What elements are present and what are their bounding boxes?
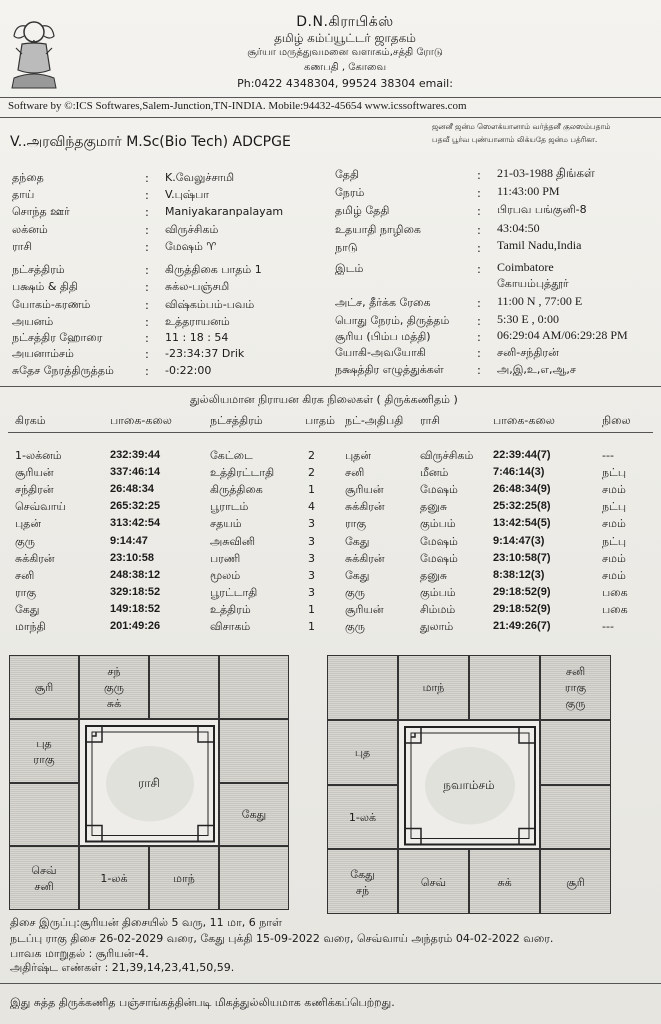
table-cell: 8:38:12(3) [493, 568, 545, 581]
planet-abbrev: ராகு [33, 752, 55, 766]
address-line-2: கணபதி , கோவை [303, 62, 387, 73]
detail-value: V.புஷ்பா [165, 188, 210, 201]
colon: : [145, 331, 149, 345]
rasi-chart [9, 655, 289, 910]
detail-value: 43:04:50 [497, 221, 540, 235]
table-cell: சிம்மம் [420, 602, 456, 616]
colon: : [477, 223, 481, 237]
ganesha-logo-icon [8, 14, 60, 94]
colon: : [145, 223, 149, 237]
planet-abbrev: சூரி [34, 680, 54, 694]
table-cell: 248:38:12 [110, 568, 161, 581]
column-header: கிரகம் [15, 414, 46, 427]
planet-abbrev: ராகு [564, 681, 587, 695]
table-cell: பரணி [210, 551, 241, 565]
table-cell: 232:39:44 [110, 449, 161, 461]
table-cell: 1-லக்னம் [15, 449, 62, 462]
divider [0, 117, 661, 118]
planet-abbrev: சுக் [497, 875, 512, 889]
colon: : [477, 346, 481, 360]
column-header: நட்சத்திரம் [210, 414, 263, 427]
colon: : [145, 263, 149, 277]
table-cell: பூராடம் [210, 500, 249, 514]
detail-value: 06:29:04 AM/06:29:28 PM [497, 328, 628, 342]
column-header: ராசி [420, 414, 441, 427]
chart-house [149, 846, 219, 910]
detail-label: நாடு [335, 241, 358, 254]
sloka-line-1: ஜனனீ ஜன்ம ஸெளக்யானாம் வர்த்தனீ குலஸம்பதாம் [432, 122, 611, 131]
table-cell: 21:49:26(7) [493, 620, 551, 632]
chart-house [327, 655, 398, 720]
colon: : [145, 188, 149, 202]
table-cell: சனி [345, 466, 365, 480]
table-cell: பகை [602, 585, 628, 599]
table-cell: சமம் [602, 517, 626, 531]
table-cell: குரு [345, 620, 365, 633]
table-cell: சமம் [602, 568, 626, 582]
table-cell: 22:39:44(7) [493, 449, 551, 461]
address-line-1: சூர்யா மருத்துவமனை வளாகம்,சத்தி ரோடு [247, 47, 443, 58]
detail-value: உத்தராயனம் [165, 315, 230, 328]
table-cell: --- [602, 620, 614, 633]
column-header: பாகை-கலை [493, 414, 555, 427]
detail-label: நட்சத்திர ஹோரை [12, 331, 103, 344]
chart-house [469, 655, 540, 720]
chart-house [9, 719, 79, 783]
table-cell: சமம் [602, 483, 626, 497]
planet-abbrev: குரு [565, 697, 586, 711]
planet-abbrev: 1-லக் [348, 810, 377, 824]
company-name: D.N.கிராபிக்ஸ் [296, 14, 394, 30]
colon: : [145, 280, 149, 294]
bhava-change: பாவக மாறுதல் : சூரியன்-4. [10, 947, 149, 960]
chart-house [9, 655, 79, 719]
detail-label: ராசி [12, 240, 33, 253]
detail-label: யோகம்-கரணம் [12, 298, 91, 311]
planet-abbrev: சுக் [106, 696, 122, 710]
column-header: நிலை [602, 414, 631, 427]
table-cell: கேது [345, 534, 370, 548]
detail-value: -23:34:37 Drik [165, 347, 245, 360]
planet-abbrev: 1-லக் [100, 872, 128, 886]
chart-house [398, 655, 469, 720]
table-cell: கிருத்திகை [210, 483, 263, 497]
colon: : [145, 298, 149, 312]
chart-center [398, 720, 540, 850]
detail-label: சொந்த ஊர் [12, 205, 70, 218]
colon: : [477, 330, 481, 344]
table-cell: கும்பம் [420, 585, 456, 599]
colon: : [145, 315, 149, 329]
table-cell: குரு [15, 534, 35, 548]
table-cell: கும்பம் [420, 517, 456, 531]
table-cell: துலாம் [420, 620, 454, 633]
chart-title: நவாம்சம் [443, 777, 495, 792]
detail-label: யோகி-அவயோகி [335, 346, 426, 359]
colon: : [477, 363, 481, 377]
detail-label: நட்சத்திரம் [12, 263, 65, 276]
detail-label: நக்ஷத்திர எழுத்துக்கள் [335, 363, 444, 376]
table-cell: செவ்வாய் [15, 500, 66, 514]
chart-title: ராசி [138, 775, 160, 790]
table-cell: 29:18:52(9) [493, 585, 551, 598]
table-cell: ராகு [15, 585, 37, 599]
chart-house [398, 849, 469, 914]
detail-value: -0:22:00 [165, 364, 212, 377]
divider [0, 386, 661, 387]
chart-house [327, 720, 398, 785]
table-cell: சுக்கிரன் [345, 500, 385, 514]
detail-value: Coimbatore [497, 260, 554, 274]
chart-house [469, 849, 540, 914]
colon: : [145, 347, 149, 361]
table-cell: 3 [308, 551, 315, 565]
accuracy-note: இது சுத்த திருக்கணித பஞ்சாங்கத்தின்படி மிகத்துல்லியமாக கணிக்கப்பெற்றது. [10, 996, 395, 1009]
table-cell: 9:14:47 [110, 534, 148, 547]
planet-abbrev: சனி [34, 880, 54, 894]
chart-house [540, 655, 611, 720]
colon: : [477, 262, 481, 276]
table-cell: நட்பு [602, 534, 626, 548]
table-cell: சந்திரன் [15, 483, 54, 497]
planet-abbrev: கேது [241, 808, 267, 822]
table-cell: புதன் [15, 517, 42, 531]
chart-house [219, 655, 289, 719]
phone-line: Ph:0422 4348304, 99524 38304 email: [237, 77, 453, 90]
detail-label: தேதி [335, 168, 359, 181]
detail-value: Maniyakaranpalayam [165, 205, 284, 218]
lucky-numbers: அதிர்ஷ்ட எண்கள் : 21,39,14,23,41,50,59. [10, 961, 235, 974]
divider [0, 97, 661, 98]
detail-value: பிரபவ பங்குனி-8 [497, 203, 587, 216]
detail-label: சுதேச நேரத்திருத்தம் [12, 364, 114, 377]
planet-abbrev: சந் [355, 883, 370, 897]
table-cell: சனி [15, 568, 35, 582]
table-cell: 3 [308, 585, 315, 599]
table-cell: சூரியன் [345, 602, 384, 616]
chart-house [219, 719, 289, 783]
chart-house [540, 720, 611, 785]
table-cell: நட்பு [602, 466, 626, 480]
table-cell: --- [602, 449, 614, 462]
colon: : [145, 364, 149, 378]
table-cell: மேஷம் [420, 534, 458, 548]
detail-value: அ,இ,உ,எ,ஆ,ச [497, 363, 576, 376]
table-cell: 23:10:58(7) [493, 551, 551, 564]
native-name: V..அரவிந்தகுமார் M.Sc(Bio Tech) ADCPGE [10, 134, 291, 150]
detail-value: விஷ்கம்பம்-பவம் [165, 298, 255, 311]
table-cell: 26:48:34(9) [493, 483, 551, 496]
table-cell: 337:46:14 [110, 466, 161, 479]
detail-value: 11 : 18 : 54 [165, 331, 229, 344]
table-cell: ராகு [345, 517, 367, 531]
planet-abbrev: சந் [107, 664, 121, 678]
planet-abbrev: சனி [565, 665, 586, 679]
detail-value: 5:30 E , 0:00 [497, 312, 559, 326]
planet-abbrev: புத [36, 736, 52, 750]
detail-label: அயனாம்சம் [12, 347, 74, 360]
column-header: நட்-அதிபதி [345, 414, 404, 427]
table-cell: தனுசு [420, 500, 448, 514]
table-cell: 26:48:34 [110, 483, 155, 496]
planet-abbrev: கேது [350, 867, 375, 881]
table-cell: மேஷம் [420, 483, 458, 497]
table-cell: சமம் [602, 551, 626, 565]
planet-abbrev: செவ் [31, 864, 57, 878]
software-credit: Software by ©:ICS Softwares,Salem-Junction,TN-INDIA. Mobile:94432-45654 www.icssoftwares.com [8, 100, 467, 112]
divider [0, 983, 661, 984]
detail-label: பக்ஷம் & திதி [12, 280, 78, 293]
table-cell: மாந்தி [15, 620, 46, 633]
detail-value: K.வேலுச்சாமி [165, 171, 235, 184]
colon: : [477, 314, 481, 328]
table-cell: 3 [308, 568, 315, 582]
table-cell: நட்பு [602, 500, 626, 514]
chart-house [9, 846, 79, 910]
column-header: பாதம் [305, 414, 335, 427]
detail-label: தமிழ் தேதி [335, 204, 390, 217]
detail-label: அயனம் [12, 315, 54, 328]
detail-value: கோயம்புத்தூர் [497, 277, 569, 290]
chart-center [79, 719, 219, 847]
table-cell: சுக்கிரன் [15, 551, 55, 565]
table-cell: 329:18:52 [110, 585, 161, 598]
chart-house [540, 785, 611, 850]
colon: : [477, 241, 481, 255]
table-cell: கேது [15, 602, 40, 616]
detail-label: தாய் [12, 188, 35, 201]
chart-house [79, 846, 149, 910]
table-cell: விருச்சிகம் [420, 449, 474, 462]
divider [8, 432, 653, 433]
planet-abbrev: குரு [104, 680, 124, 694]
planet-table-title: துல்லியமான நிராயன கிரக நிலைகள் ( திருக்கணிதம் ) [190, 393, 458, 406]
table-cell: மேஷம் [420, 551, 458, 565]
chart-house [149, 655, 219, 719]
table-cell: 2 [308, 449, 315, 462]
detail-value: 11:43:00 PM [497, 184, 560, 198]
chart-house [219, 783, 289, 847]
current-dasa: நடப்பு ராகு திசை 26-02-2029 வரை, கேது புக்தி 15-09-2022 வரை, செவ்வாய் அந்தரம் 04-02-2022 வரை. [10, 932, 554, 945]
table-cell: சுக்கிரன் [345, 551, 385, 565]
table-cell: கேட்டை [210, 449, 253, 462]
table-cell: சதயம் [210, 517, 242, 531]
table-cell: 313:42:54 [110, 517, 161, 530]
planet-abbrev: செவ் [420, 875, 447, 889]
detail-value: சுக்ல-பஞ்சமி [165, 280, 230, 293]
colon: : [477, 168, 481, 182]
planet-abbrev: புத [354, 746, 371, 760]
table-cell: 149:18:52 [110, 602, 161, 615]
table-cell: 25:32:25(8) [493, 500, 551, 513]
chart-house [9, 783, 79, 847]
dasa-balance: திசை இருப்பு:சூரியன் திசையில் 5 வரு, 11 மா, 6 நாள் [10, 916, 282, 929]
table-cell: 201:49:26 [110, 620, 161, 632]
chart-house [219, 846, 289, 910]
table-cell: 23:10:58 [110, 551, 155, 564]
chart-house [327, 785, 398, 850]
document-subtitle: தமிழ் கம்ப்யூட்டர் ஜாதகம் [274, 31, 416, 45]
planet-abbrev: மாந் [422, 681, 445, 695]
table-cell: 4 [308, 500, 315, 514]
table-cell: சூரியன் [345, 483, 384, 497]
table-cell: பகை [602, 602, 628, 616]
planet-abbrev: சூரி [566, 875, 585, 889]
chart-house [79, 655, 149, 719]
table-cell: மூலம் [210, 568, 241, 582]
detail-value: 11:00 N , 77:00 E [497, 294, 583, 308]
table-cell: 3 [308, 517, 315, 531]
table-cell: 2 [308, 466, 315, 480]
colon: : [477, 186, 481, 200]
detail-label: உதயாதி நாழிகை [335, 223, 421, 236]
detail-label: தந்தை [12, 171, 44, 184]
table-cell: உத்திரம் [210, 602, 251, 616]
navamsa-chart [327, 655, 611, 914]
colon: : [477, 204, 481, 218]
colon: : [145, 240, 149, 254]
table-cell: 29:18:52(9) [493, 602, 551, 615]
table-cell: தனுசு [420, 568, 448, 582]
table-cell: கேது [345, 568, 370, 582]
detail-label: நேரம் [335, 186, 365, 199]
detail-label: அட்ச, தீர்க்க ரேகை [335, 296, 431, 309]
planet-abbrev: மாந் [173, 872, 195, 886]
detail-value: Tamil Nadu,India [497, 238, 582, 252]
detail-label: பொது நேரம், திருத்தம் [335, 314, 450, 327]
detail-value: மேஷம் ♈ [165, 240, 217, 253]
chart-house [540, 849, 611, 914]
table-cell: சூரியன் [15, 466, 54, 480]
detail-label: சூரிய (பிம்ப மத்தி) [335, 330, 431, 343]
table-cell: 1 [308, 620, 315, 633]
table-cell: 3 [308, 534, 315, 548]
table-cell: 13:42:54(5) [493, 517, 551, 530]
colon: : [477, 296, 481, 310]
detail-value: கிருத்திகை பாதம் 1 [165, 263, 262, 276]
sloka-line-2: பதவீ பூர்வ புண்யானாம் லிக்யதே ஜன்ம பத்ரிகா. [432, 135, 598, 144]
table-cell: புதன் [345, 449, 372, 462]
table-cell: மீனம் [420, 466, 449, 480]
detail-value: சனி-சந்திரன் [497, 346, 559, 359]
detail-label: இடம் [335, 262, 364, 275]
colon: : [145, 171, 149, 185]
column-header: பாகை-கலை [110, 414, 172, 427]
detail-label: லக்னம் [12, 223, 48, 236]
colon: : [145, 205, 149, 219]
table-cell: விசாகம் [210, 620, 251, 633]
table-cell: பூரட்டாதி [210, 585, 258, 599]
detail-value: 21-03-1988 திங்கள் [497, 166, 595, 180]
detail-value: விருச்சிகம் [165, 223, 219, 236]
table-cell: 7:46:14(3) [493, 466, 545, 479]
table-cell: 9:14:47(3) [493, 534, 545, 547]
table-cell: 265:32:25 [110, 500, 161, 513]
chart-house [327, 849, 398, 914]
table-cell: உத்திரட்டாதி [210, 466, 275, 480]
table-cell: அசுவினி [210, 534, 256, 548]
table-cell: குரு [345, 585, 365, 599]
table-cell: 1 [308, 602, 315, 616]
table-cell: 1 [308, 483, 315, 497]
